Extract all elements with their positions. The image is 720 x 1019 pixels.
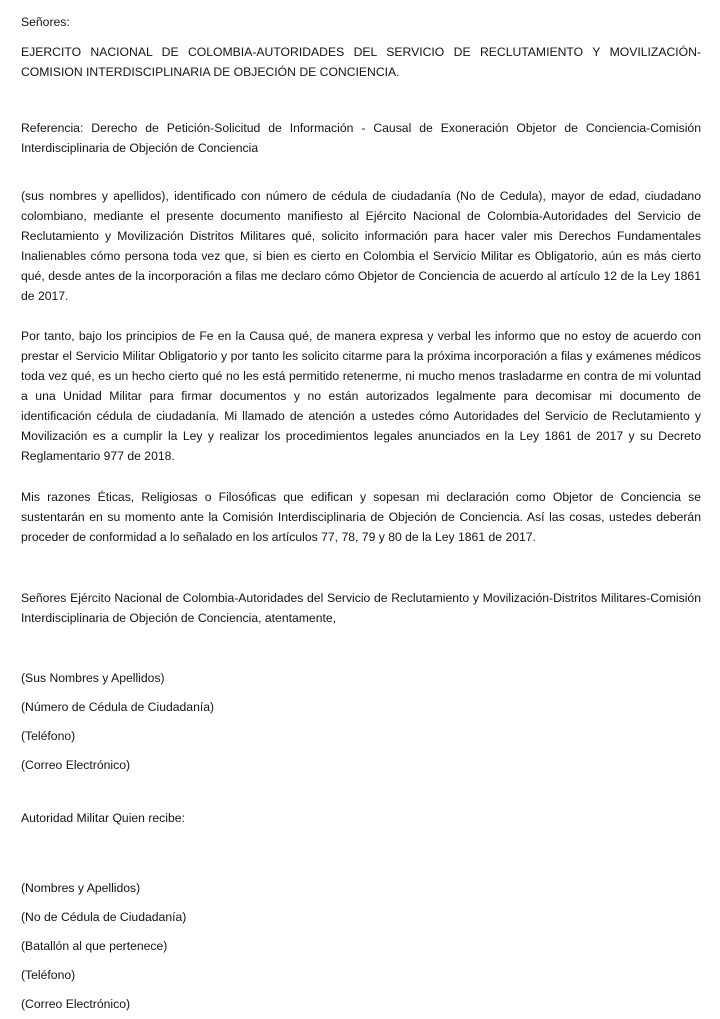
recipient-heading-text: Autoridad Militar Quien recibe: (21, 811, 185, 825)
paragraph-one-block (21, 186, 701, 306)
paragraph-two-block (21, 326, 701, 466)
reference-block (21, 118, 701, 158)
closing-text: Señores Ejército Nacional de Colombia-Autoridades del Servicio de Reclutamiento y Movilización-Distritos Militares-Comisión Interdisciplinaria de Objeción de Conciencia, atentamente, (21, 591, 701, 625)
sender-phone-line: (Teléfono) (21, 729, 76, 743)
recipient-phone-line: (Teléfono) (21, 968, 76, 982)
paragraph-one-text: (sus nombres y apellidos), identificado con número de cédula de ciudadanía (No de Cedula), mayor de edad, ciudadano colombiano, mediante el presente documento manifiesto al Ejército Nacional de Colombia-Autoridades del Servicio de Reclutamiento y Movilización Distritos Militares qué, solicito información para hacer valer mis Derechos Fundamentales Inalienables cómo persona toda vez que, si bien es cierto en Colombia el Servicio Militar es Obligatorio, aún es más cierto qué, desde antes de la incorporación a filas me declaro cómo Objetor de Conciencia de acuerdo al artículo 12 de la Ley 1861 de 2017. (21, 189, 701, 303)
paragraph-two-text: Por tanto, bajo los principios de Fe en la Causa qué, de manera expresa y verbal les informo que no estoy de acuerdo con prestar el Servicio Militar Obligatorio y por tanto les solicito citarme para la próxima incorporación a filas y exámenes médicos toda vez qué, es un hecho cierto qué no les está permitido retenerme, ni mucho menos trasladarme en contra de mi voluntad a una Unidad Militar para firmar documentos y no están autorizados legalmente para decomisar mi documento de identificación cédula de ciudadanía. Mi llamado de atención a ustedes cómo Autoridades del Servicio de Reclutamiento y Movilización es a cumplir la Ley y realizar los procedimientos legales anunciados en la Ley 1861 de 2017 y su Decreto Reglamentario 977 de 2018. (21, 329, 701, 463)
recipient-id-line: (No de Cédula de Ciudadanía) (21, 910, 187, 924)
recipient-battalion-line: (Batallón al que pertenece) (21, 939, 168, 953)
salutation-block (21, 12, 701, 32)
sender-id-line: (Número de Cédula de Ciudadanía) (21, 700, 215, 714)
addressee-text: EJERCITO NACIONAL DE COLOMBIA-AUTORIDADES DEL SERVICIO DE RECLUTAMIENTO Y MOVILIZACIÓN-COMISION INTERDISCIPLINARIA DE OBJECIÓN DE CONCIENCIA. (21, 45, 701, 79)
recipient-heading-block (21, 808, 701, 828)
recipient-email-line: (Correo Electrónico) (21, 997, 131, 1011)
reference-text: Referencia: Derecho de Petición-Solicitud de Información - Causal de Exoneración Objetor de Conciencia-Comisión Interdisciplinaria de Objeción de Conciencia (21, 121, 701, 155)
paragraph-three-text: Mis razones Éticas, Religiosas o Filosóficas que edifican y sopesan mi declaración como Objetor de Conciencia se sustentarán en su momento ante la Comisión Interdisciplinaria de Objeción de Conciencia. Así las cosas, ustedes deberán proceder de conformidad a lo señalado en los artículos 77, 78, 79 y 80 de la Ley 1861 de 2017. (21, 490, 701, 544)
addressee-block (21, 42, 701, 82)
paragraph-three-block (21, 487, 701, 547)
sender-email-line: (Correo Electrónico) (21, 758, 131, 772)
recipient-signature-block (21, 874, 701, 1019)
recipient-name-line: (Nombres y Apellidos) (21, 881, 141, 895)
salutation-text: Señores: (21, 15, 70, 29)
sender-name-line: (Sus Nombres y Apellidos) (21, 671, 165, 685)
sender-signature-block (21, 664, 701, 780)
closing-block (21, 588, 701, 628)
